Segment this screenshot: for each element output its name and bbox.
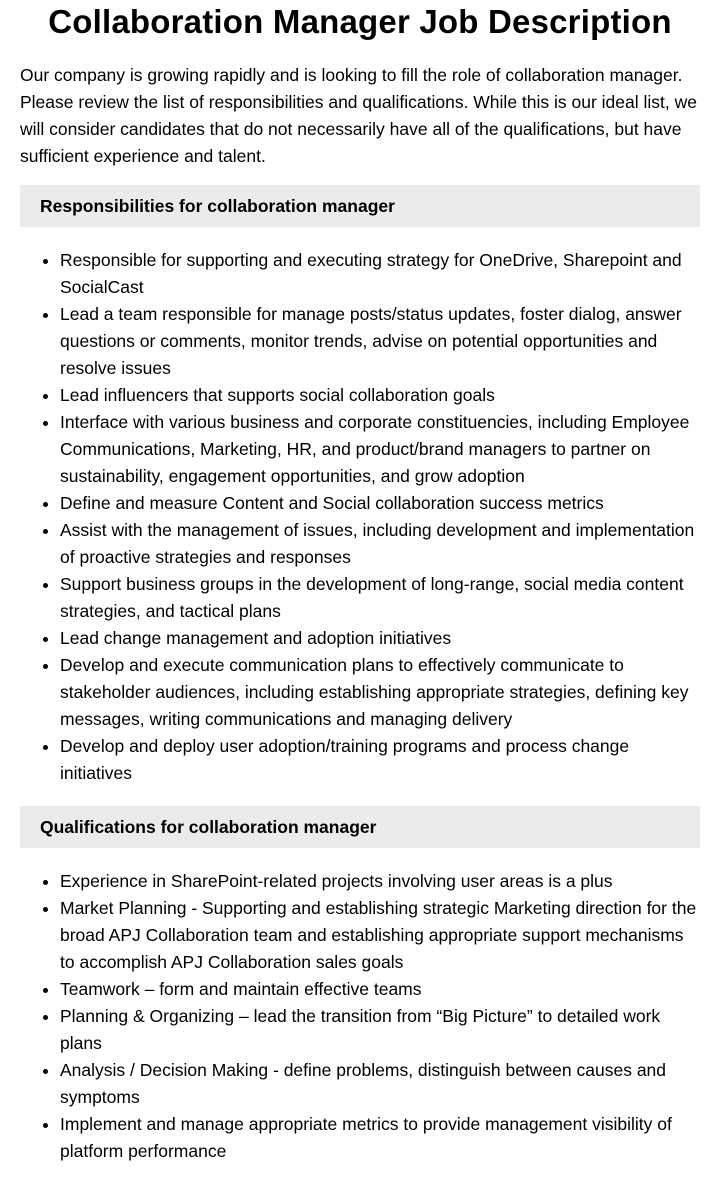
list-item: • Lead a team responsible for manage posts/status updates, foster dialog, answer questions or comments, monitor trends, advise on potential opportunities and resolve issues	[60, 301, 700, 382]
list-item: • Develop and execute communication plans to effectively communicate to stakeholder audiences, including establishing appropriate strategies, defining key messages, writing communications and managing delivery	[60, 652, 700, 733]
list-item: • Support business groups in the development of long-range, social media content strategies, and tactical plans	[60, 571, 700, 625]
list-item: • Lead influencers that supports social collaboration goals	[60, 382, 700, 409]
list-item: • Assist with the management of issues, including development and implementation of proactive strategies and responses	[60, 517, 700, 571]
list-item: • Responsible for supporting and executing strategy for OneDrive, Sharepoint and SocialCast	[60, 247, 700, 301]
list-item: • Interface with various business and corporate constituencies, including Employee Communications, Marketing, HR, and product/brand managers to partner on sustainability, engagement opportunities, and grow adoption	[60, 409, 700, 490]
intro-paragraph: Our company is growing rapidly and is looking to fill the role of collaboration manager. Please review the list of responsibilities and qualifications. While this is our ideal list, we will consider candidates that do not necessarily have all of the qualifications, but have sufficient experience and talent.	[20, 65, 697, 166]
page-title: Collaboration Manager Job Description	[48, 3, 672, 40]
list-item: • Market Planning - Supporting and establishing strategic Marketing direction for the broad APJ Collaboration team and establishing appropriate support mechanisms to accomplish APJ Collaboration sales goals	[60, 895, 700, 976]
list-item: • Experience in SharePoint-related projects involving user areas is a plus	[60, 868, 700, 895]
list-item: • Planning & Organizing – lead the transition from “Big Picture” to detailed work plans	[60, 1003, 700, 1057]
qualifications-list	[20, 868, 700, 1165]
list-item: • Define and measure Content and Social collaboration success metrics	[60, 490, 700, 517]
list-item: • Implement and manage appropriate metrics to provide management visibility of platform performance	[60, 1111, 700, 1165]
list-item: • Teamwork – form and maintain effective teams	[60, 976, 700, 1003]
list-item: • Analysis / Decision Making - define problems, distinguish between causes and symptoms	[60, 1057, 700, 1111]
responsibilities-list	[20, 247, 700, 787]
list-item: • Lead change management and adoption initiatives	[60, 625, 700, 652]
list-item: • Develop and deploy user adoption/training programs and process change initiatives	[60, 733, 700, 787]
responsibilities-heading: Responsibilities for collaboration manager	[20, 185, 700, 227]
qualifications-heading: Qualifications for collaboration manager	[20, 806, 700, 848]
